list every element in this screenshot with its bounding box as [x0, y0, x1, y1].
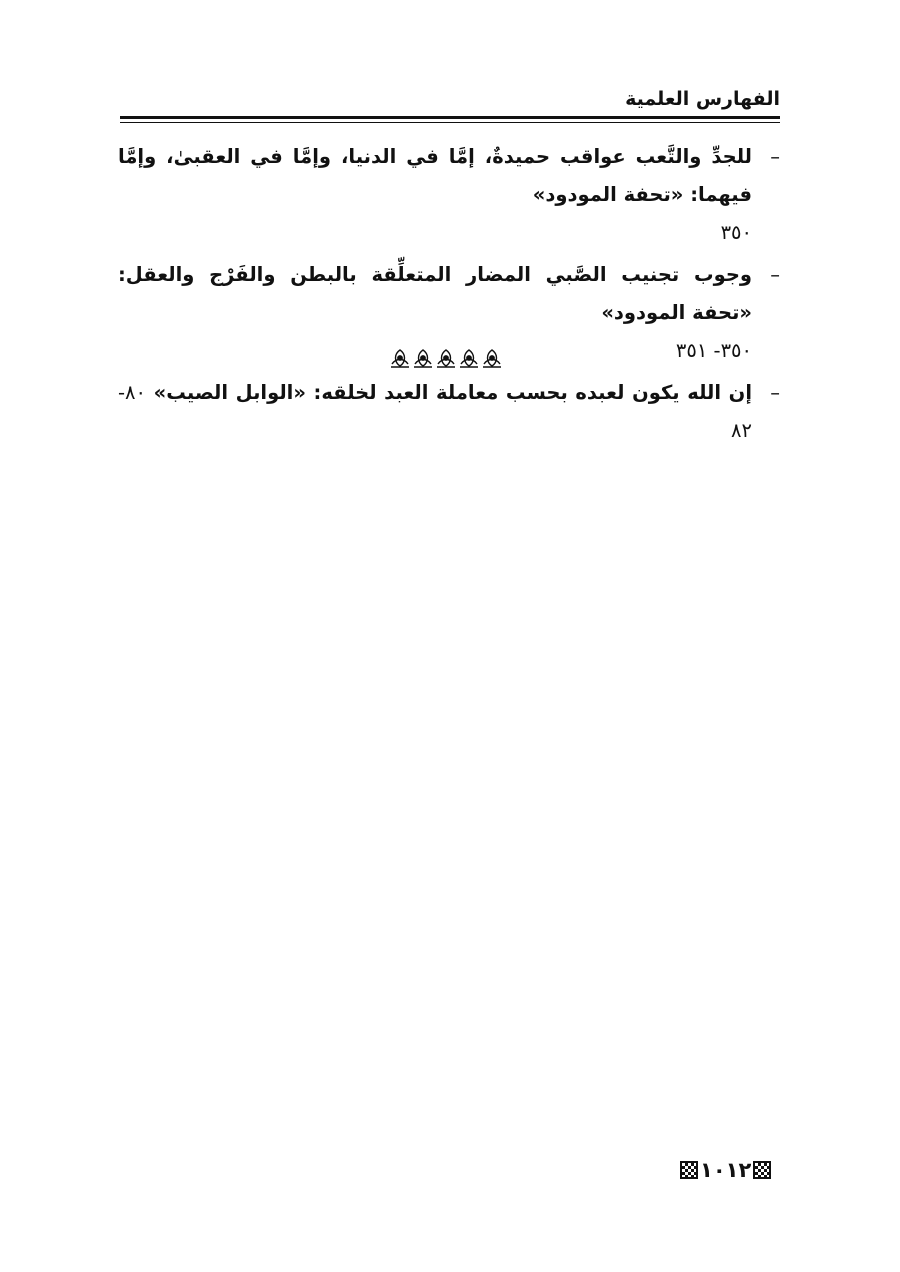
header-rule-thin [120, 122, 780, 123]
header-title: الفهارس العلمية [625, 88, 780, 110]
entry-text: وجوب تجنيب الصَّبي المضار المتعلِّقة بالبطن والفَرْج والعقل: «تحفة المودود» [118, 263, 752, 324]
entry-pages: ٣٥٠ [720, 221, 752, 244]
entry-dash: – [770, 263, 780, 286]
page-footer [680, 1155, 771, 1185]
checkered-square-icon [753, 1161, 771, 1179]
index-entries-list [118, 138, 780, 454]
entry-text: إن الله يكون لعبده بحسب معاملة العبد لخلقه: «الوابل الصيب» [153, 381, 753, 404]
entry-text: للجدِّ والتَّعب عواقب حميدةٌ، إمَّا في الدنيا، وإمَّا في العقبىٰ، وإمَّا فيهما: «تحفة المودود» [118, 145, 752, 206]
entry-pages: ٨٠- ٨٢ [118, 381, 752, 442]
checkered-square-icon [680, 1161, 698, 1179]
entry-pages: ٣٥٠- ٣٥١ [675, 339, 752, 362]
entry-dash: – [770, 145, 780, 168]
index-entry [118, 138, 780, 252]
index-entry [118, 374, 780, 450]
page-number: ١٠١٢ [700, 1158, 752, 1182]
floral-ornament-icon [388, 346, 506, 370]
entry-dash: – [770, 381, 780, 404]
header-rule-thick [120, 116, 780, 119]
running-header [120, 84, 780, 128]
